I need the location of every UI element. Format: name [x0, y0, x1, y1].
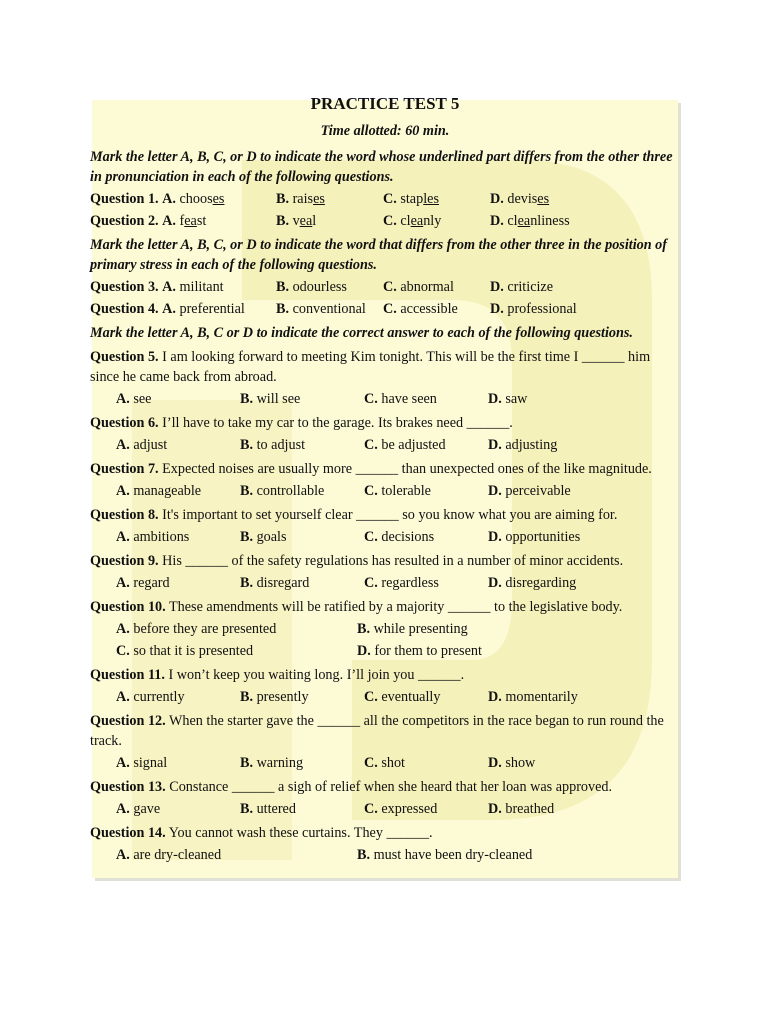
option-a: militant	[179, 279, 224, 295]
options-10-row2: C. so that it is presented D. for them to present	[116, 643, 482, 659]
option-letter: B.	[276, 213, 290, 229]
question-13: Question 13. Constance ______ a sigh of relief when she heard that her loan was approved.	[90, 779, 613, 795]
test-content	[90, 90, 680, 867]
option-b: odourless	[292, 279, 347, 295]
option-c: tolerable	[381, 483, 431, 499]
option-c: regardless	[381, 575, 439, 591]
option-b: controllable	[256, 483, 325, 499]
options-6: A. adjust B. to adjust C. be adjusted D. adjusting	[116, 437, 558, 453]
option-c: eventually	[381, 689, 441, 705]
option-d: adjusting	[505, 437, 558, 453]
options-13: A. gave B. uttered C. expressed D. breathed	[116, 801, 555, 817]
option-b: must have been dry-cleaned	[373, 847, 533, 863]
option-a: gave	[133, 801, 161, 817]
option-d: criticize	[507, 279, 554, 295]
option-letter: A.	[162, 191, 176, 207]
options-7: A. manageable B. controllable C. tolerable D. perceivable	[116, 483, 571, 499]
question-label: Question 2.	[90, 213, 159, 229]
options-11: A. currently B. presently C. eventually D. momentarily	[116, 689, 578, 705]
option-a: chooses	[179, 191, 225, 207]
option-a: are dry-cleaned	[133, 847, 222, 863]
option-a: signal	[133, 755, 168, 771]
option-d: disregarding	[505, 575, 577, 591]
option-d: for them to present	[374, 643, 482, 659]
option-d: show	[505, 755, 536, 771]
option-b: uttered	[256, 801, 296, 817]
option-letter: A.	[162, 213, 176, 229]
option-letter: C.	[383, 213, 397, 229]
option-d: breathed	[505, 801, 555, 817]
option-d: professional	[507, 301, 577, 317]
option-d: momentarily	[505, 689, 578, 705]
options-8: A. ambitions B. goals C. decisions D. opportunities	[116, 529, 581, 545]
page-title: PRACTICE TEST 5	[310, 94, 460, 113]
option-letter: D.	[490, 191, 504, 207]
option-c: have seen	[381, 391, 437, 407]
question-3	[90, 277, 680, 297]
question-4	[90, 299, 680, 319]
question-7: Question 7. Expected noises are usually more ______ than unexpected ones of the like magnitude.	[90, 461, 652, 477]
option-letter: B.	[276, 191, 290, 207]
option-c: so that it is presented	[133, 643, 254, 659]
question-9: Question 9. His ______ of the safety regulations has resulted in a number of minor accidents.	[90, 553, 624, 569]
question-11: Question 11. I won’t keep you waiting long. I’ll join you ______.	[90, 667, 465, 683]
question-label: Question 3.	[90, 279, 159, 295]
option-c: expressed	[381, 801, 438, 817]
option-c: cleanly	[400, 213, 442, 229]
options-12: A. signal B. warning C. shot D. show	[116, 755, 536, 771]
option-b: will see	[256, 391, 301, 407]
option-a: ambitions	[133, 529, 190, 545]
instruction-stress: Mark the letter A, B, C, or D to indicate the word that differs from the other three in the position of primary stress in each of the following questions.	[90, 237, 668, 273]
instruction-correct-answer: Mark the letter A, B, C or D to indicate the correct answer to each of the following questions.	[90, 325, 633, 341]
option-b: conventional	[292, 301, 366, 317]
option-d: saw	[505, 391, 528, 407]
option-letter: B.	[276, 279, 290, 295]
option-d: cleanliness	[507, 213, 570, 229]
question-label: Question 4.	[90, 301, 159, 317]
option-letter: D.	[490, 279, 504, 295]
question-12: Question 12. When the starter gave the ______ all the competitors in the race began to run round the track.	[90, 713, 664, 749]
option-letter: A.	[162, 279, 176, 295]
option-d: devises	[507, 191, 550, 207]
option-b: presently	[256, 689, 309, 705]
option-b: goals	[256, 529, 287, 545]
option-letter: C.	[383, 301, 397, 317]
option-a: manageable	[133, 483, 202, 499]
option-b: to adjust	[256, 437, 306, 453]
options-10-row1: A. before they are presented B. while presenting	[116, 621, 468, 637]
question-5: Question 5. I am looking forward to meeting Kim tonight. This will be the first time I ______ him since he came back from abroad.	[90, 349, 651, 385]
option-a: see	[133, 391, 152, 407]
option-a: regard	[133, 575, 170, 591]
option-d: opportunities	[505, 529, 581, 545]
option-a: preferential	[179, 301, 245, 317]
question-1	[90, 189, 680, 209]
instruction-pronunciation: Mark the letter A, B, C, or D to indicate the word whose underlined part differs from the other three in pronunciation in each of the following questions.	[90, 149, 673, 185]
time-allotted: Time allotted: 60 min.	[320, 123, 450, 139]
option-b: warning	[256, 755, 304, 771]
option-b: while presenting	[373, 621, 468, 637]
option-b: disregard	[256, 575, 310, 591]
question-14: Question 14. You cannot wash these curtains. They ______.	[90, 825, 433, 841]
option-letter: D.	[490, 301, 504, 317]
options-5: A. see B. will see C. have seen D. saw	[116, 391, 528, 407]
question-2	[90, 211, 680, 231]
option-d: perceivable	[505, 483, 571, 499]
option-c: staples	[400, 191, 439, 207]
options-9: A. regard B. disregard C. regardless D. disregarding	[116, 575, 577, 591]
question-6: Question 6. I’ll have to take my car to the garage. Its brakes need ______.	[90, 415, 513, 431]
option-a: currently	[133, 689, 185, 705]
option-c: be adjusted	[381, 437, 446, 453]
option-letter: C.	[383, 279, 397, 295]
option-c: abnormal	[400, 279, 454, 295]
question-label: Question 1.	[90, 191, 159, 207]
option-letter: C.	[383, 191, 397, 207]
option-c: decisions	[381, 529, 435, 545]
option-c: accessible	[400, 301, 458, 317]
option-a: before they are presented	[133, 621, 277, 637]
option-b: veal	[292, 213, 317, 229]
option-a: adjust	[133, 437, 168, 453]
option-c: shot	[381, 755, 405, 771]
option-b: raises	[292, 191, 325, 207]
question-10: Question 10. These amendments will be ratified by a majority ______ to the legislative body.	[90, 599, 623, 615]
option-letter: A.	[162, 301, 176, 317]
options-14: A. are dry-cleaned B. must have been dry-cleaned	[116, 847, 533, 863]
option-letter: D.	[490, 213, 504, 229]
question-8: Question 8. It's important to set yourself clear ______ so you know what you are aiming for.	[90, 507, 618, 523]
option-letter: B.	[276, 301, 290, 317]
option-a: feast	[179, 213, 207, 229]
